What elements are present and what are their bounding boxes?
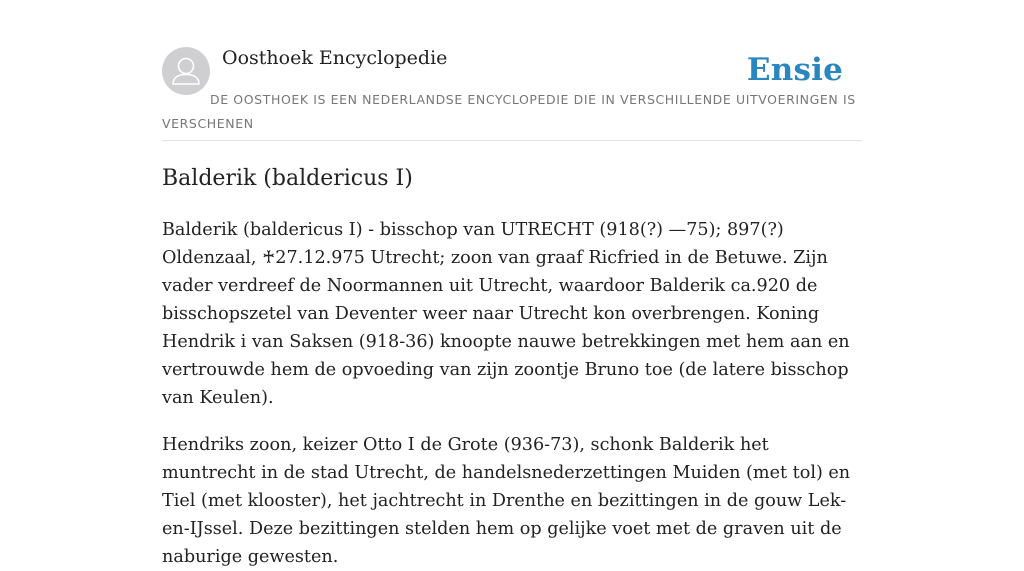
article-title: Balderik (baldericus I) [162, 166, 413, 191]
site-title-link[interactable]: Oosthoek Encyclopedie [222, 47, 448, 69]
site-tagline: DE OOSTHOEK IS EEN NEDERLANDSE ENCYCLOPEDIE DIE IN VERSCHILLENDE UITVOERINGEN IS VERSCHENEN [162, 92, 856, 131]
article [162, 158, 862, 571]
site-header [162, 46, 862, 141]
article-paragraph-1: Balderik (baldericus I) - bisschop van UTRECHT (918(?) —75); 897(?) Oldenzaal, ♰27.12.975 Utrecht; zoon van graaf Ricfried in de Betuwe. Zijn vader verdreef de Noormannen uit Utrecht, waardoor Balderik ca.920 de bisschopszetel van Deventer weer naar Utrecht kon overbrengen. Koning Hendrik i van Saksen (918-36) knoopte nauwe betrekkingen met hem aan en vertrouwde hem de opvoeding van zijn zoontje Bruno toe (de latere bisschop van Keulen). [162, 220, 850, 408]
ensie-logo-link[interactable]: Ensie [746, 52, 843, 88]
article-paragraph-2: Hendriks zoon, keizer Otto I de Grote (936-73), schonk Balderik het muntrecht in de stad Utrecht, de handelsnederzettingen Muiden (met tol) en Tiel (met klooster), het jachtrecht in Drenthe en bezittingen in de gouw Lek-en-IJssel. Deze bezittingen stelden hem op gelijke voet met de graven uit de naburige gewesten. [162, 435, 851, 567]
